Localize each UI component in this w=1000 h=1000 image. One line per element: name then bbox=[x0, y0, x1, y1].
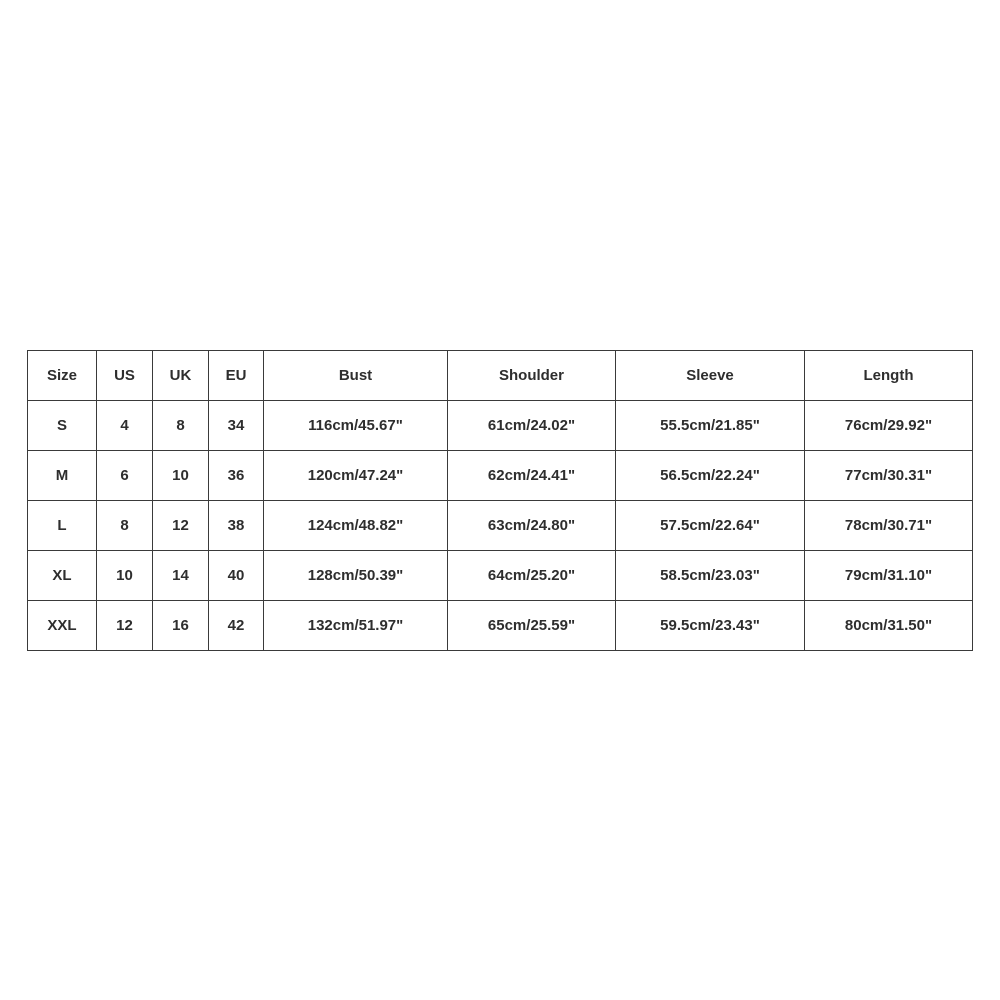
table-cell: 77cm/30.31" bbox=[805, 451, 973, 501]
table-cell: 8 bbox=[153, 401, 209, 451]
table-cell: 12 bbox=[97, 601, 153, 651]
column-header-sleeve: Sleeve bbox=[616, 351, 805, 401]
table-cell: 128cm/50.39" bbox=[264, 551, 448, 601]
table-cell: 124cm/48.82" bbox=[264, 501, 448, 551]
table-cell: 6 bbox=[97, 451, 153, 501]
table-cell: 42 bbox=[209, 601, 264, 651]
table-cell: XL bbox=[28, 551, 97, 601]
table-cell: L bbox=[28, 501, 97, 551]
table-cell: XXL bbox=[28, 601, 97, 651]
table-cell: 10 bbox=[97, 551, 153, 601]
table-row bbox=[28, 601, 973, 651]
table-cell: 116cm/45.67" bbox=[264, 401, 448, 451]
table-cell: 61cm/24.02" bbox=[448, 401, 616, 451]
column-header-size: Size bbox=[28, 351, 97, 401]
table-cell: 10 bbox=[153, 451, 209, 501]
table-cell: 40 bbox=[209, 551, 264, 601]
table-cell: 78cm/30.71" bbox=[805, 501, 973, 551]
column-header-shoulder: Shoulder bbox=[448, 351, 616, 401]
table-cell: 38 bbox=[209, 501, 264, 551]
table-cell: 79cm/31.10" bbox=[805, 551, 973, 601]
size-chart-header bbox=[28, 351, 973, 401]
table-cell: 34 bbox=[209, 401, 264, 451]
table-cell: 57.5cm/22.64" bbox=[616, 501, 805, 551]
column-header-uk: UK bbox=[153, 351, 209, 401]
table-cell: 56.5cm/22.24" bbox=[616, 451, 805, 501]
table-cell: 120cm/47.24" bbox=[264, 451, 448, 501]
table-cell: 36 bbox=[209, 451, 264, 501]
table-cell: 80cm/31.50" bbox=[805, 601, 973, 651]
size-chart-table bbox=[27, 350, 973, 651]
table-cell: 14 bbox=[153, 551, 209, 601]
table-cell: 58.5cm/23.03" bbox=[616, 551, 805, 601]
column-header-bust: Bust bbox=[264, 351, 448, 401]
table-row bbox=[28, 451, 973, 501]
table-cell: 65cm/25.59" bbox=[448, 601, 616, 651]
table-cell: 76cm/29.92" bbox=[805, 401, 973, 451]
column-header-eu: EU bbox=[209, 351, 264, 401]
table-row bbox=[28, 551, 973, 601]
table-cell: S bbox=[28, 401, 97, 451]
table-row bbox=[28, 401, 973, 451]
table-cell: M bbox=[28, 451, 97, 501]
table-cell: 4 bbox=[97, 401, 153, 451]
table-cell: 16 bbox=[153, 601, 209, 651]
table-cell: 8 bbox=[97, 501, 153, 551]
column-header-length: Length bbox=[805, 351, 973, 401]
column-header-us: US bbox=[97, 351, 153, 401]
table-cell: 12 bbox=[153, 501, 209, 551]
table-cell: 62cm/24.41" bbox=[448, 451, 616, 501]
table-cell: 132cm/51.97" bbox=[264, 601, 448, 651]
table-cell: 63cm/24.80" bbox=[448, 501, 616, 551]
table-row bbox=[28, 501, 973, 551]
table-cell: 55.5cm/21.85" bbox=[616, 401, 805, 451]
size-chart-body bbox=[28, 401, 973, 651]
table-cell: 59.5cm/23.43" bbox=[616, 601, 805, 651]
header-row bbox=[28, 351, 973, 401]
table-cell: 64cm/25.20" bbox=[448, 551, 616, 601]
